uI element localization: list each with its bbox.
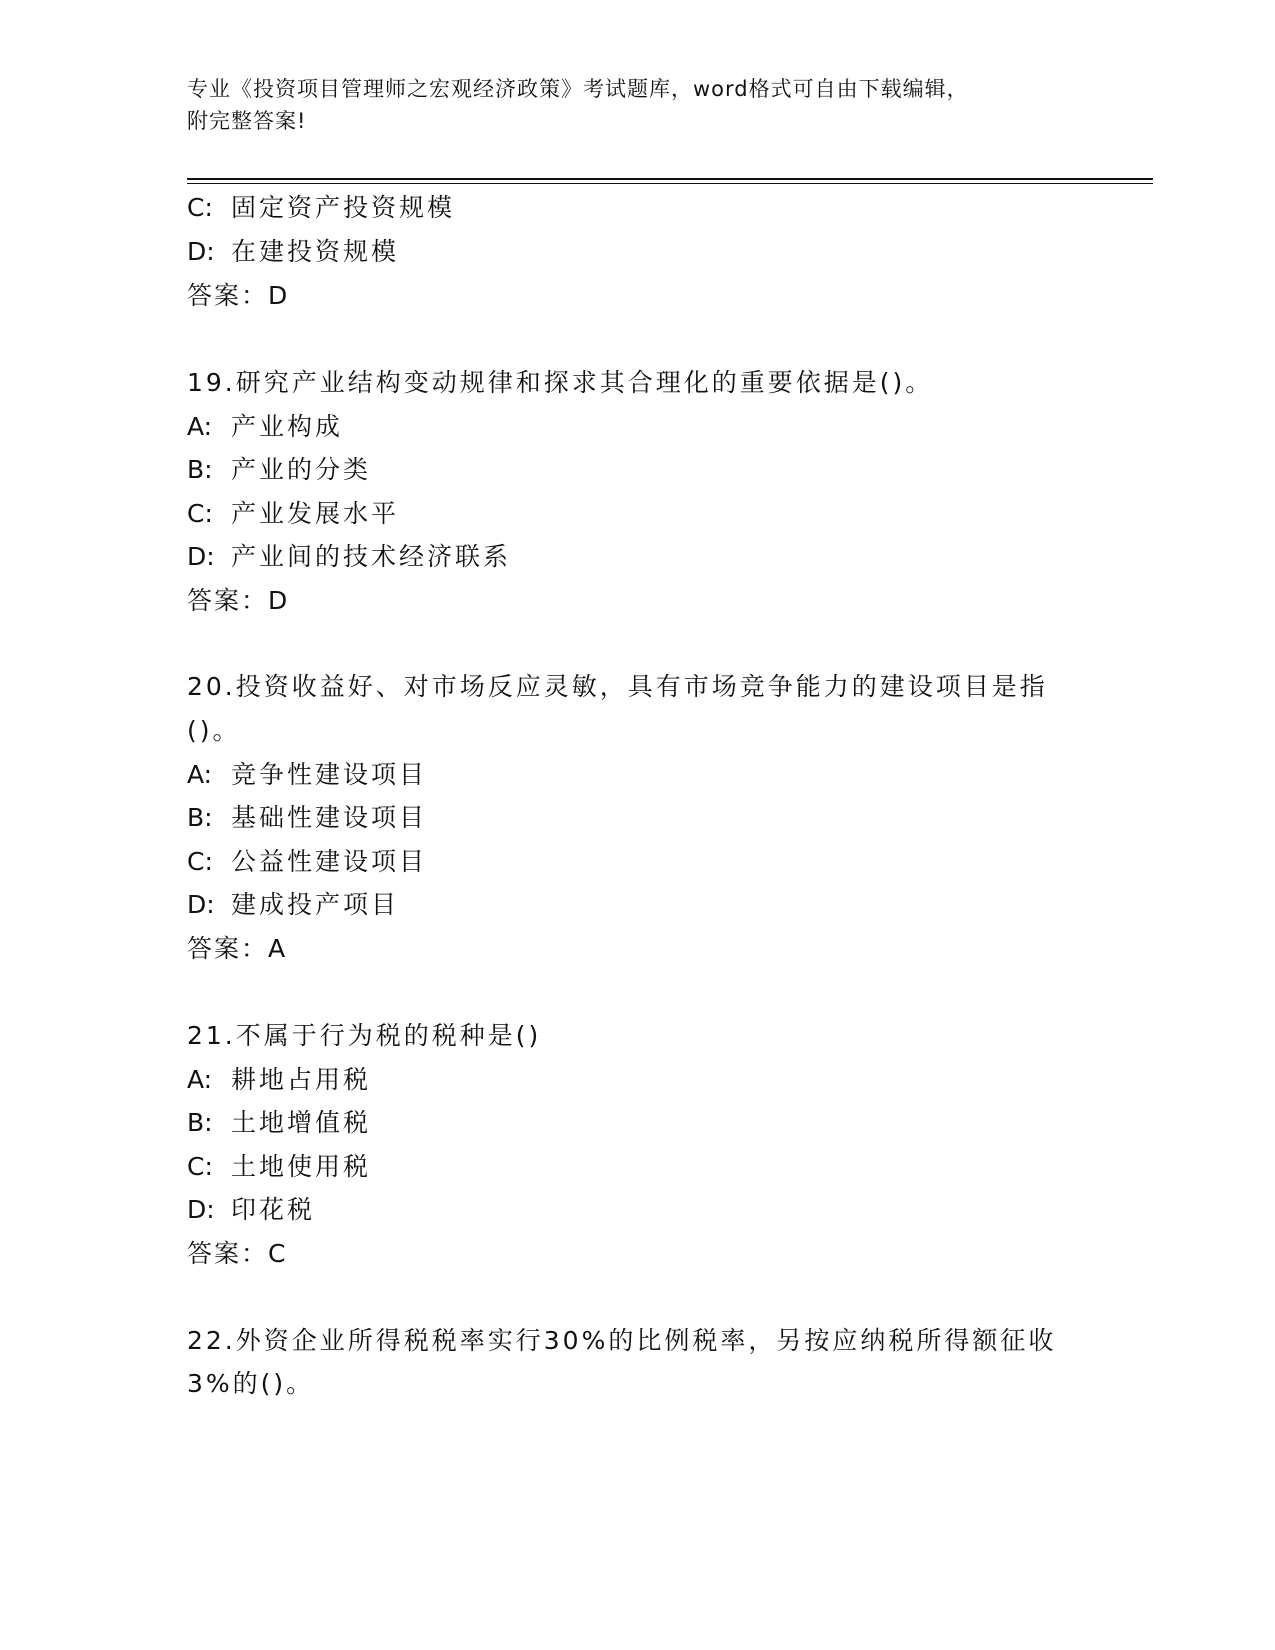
option-key: B: <box>187 455 213 484</box>
option-key: C: <box>187 847 213 876</box>
document-header <box>187 73 1067 137</box>
option-line <box>187 497 399 531</box>
option-key: A: <box>187 760 213 789</box>
option-line <box>187 758 427 792</box>
question-21-text: 21.不属于行为税的税种是() <box>187 1021 542 1050</box>
option-text: 产业的分类 <box>231 455 372 484</box>
answer-line: 答案：A <box>187 934 288 963</box>
question-20-text: 20.投资收益好、对市场反应灵敏，具有市场竞争能力的建设项目是指 <box>187 672 1048 701</box>
option-line <box>187 845 427 879</box>
option-line <box>187 1150 371 1184</box>
option-text: 产业发展水平 <box>231 499 400 528</box>
option-line <box>187 453 371 487</box>
option-line <box>187 191 455 225</box>
option-text: 在建投资规模 <box>231 237 400 266</box>
option-line <box>187 1063 371 1097</box>
option-line <box>187 1106 371 1140</box>
option-text: 公益性建设项目 <box>231 847 428 876</box>
option-text: 固定资产投资规模 <box>231 193 456 222</box>
option-key: B: <box>187 803 213 832</box>
question-22-text: 22.外资企业所得税税率实行30%的比例税率，另按应纳税所得额征收 <box>187 1326 1057 1355</box>
option-text: 建成投产项目 <box>231 890 400 919</box>
header-line-1: 专业《投资项目管理师之宏观经济政策》考试题库，word格式可自由下载编辑， <box>187 77 969 101</box>
option-text: 土地使用税 <box>231 1152 372 1181</box>
header-line-2: 附完整答案! <box>187 109 307 133</box>
option-text: 耕地占用税 <box>231 1065 372 1094</box>
option-key: C: <box>187 193 213 222</box>
option-line <box>187 540 511 574</box>
option-text: 竞争性建设项目 <box>231 760 428 789</box>
option-key: A: <box>187 412 213 441</box>
option-key: B: <box>187 1108 213 1137</box>
question-22-text-cont: 3%的()。 <box>187 1369 315 1398</box>
answer-line: 答案：D <box>187 281 290 310</box>
option-line <box>187 801 427 835</box>
option-key: D: <box>187 237 215 266</box>
option-text: 基础性建设项目 <box>231 803 428 832</box>
option-key: D: <box>187 890 215 919</box>
option-text: 印花税 <box>231 1195 316 1224</box>
header-divider-thin <box>187 183 1153 184</box>
question-19-text: 19.研究产业结构变动规律和探求其合理化的重要依据是()。 <box>187 368 934 397</box>
option-line <box>187 1193 315 1227</box>
option-line <box>187 235 399 269</box>
option-text: 产业间的技术经济联系 <box>231 542 512 571</box>
question-20-text-cont: ()。 <box>187 716 241 745</box>
option-key: C: <box>187 499 213 528</box>
option-line <box>187 888 399 922</box>
option-text: 产业构成 <box>231 412 344 441</box>
answer-line: 答案：C <box>187 1239 288 1268</box>
option-line <box>187 410 343 444</box>
option-key: D: <box>187 1195 215 1224</box>
header-divider-thick <box>187 178 1153 180</box>
option-key: D: <box>187 542 215 571</box>
option-text: 土地增值税 <box>231 1108 372 1137</box>
option-key: A: <box>187 1065 213 1094</box>
answer-line: 答案：D <box>187 586 290 615</box>
option-key: C: <box>187 1152 213 1181</box>
